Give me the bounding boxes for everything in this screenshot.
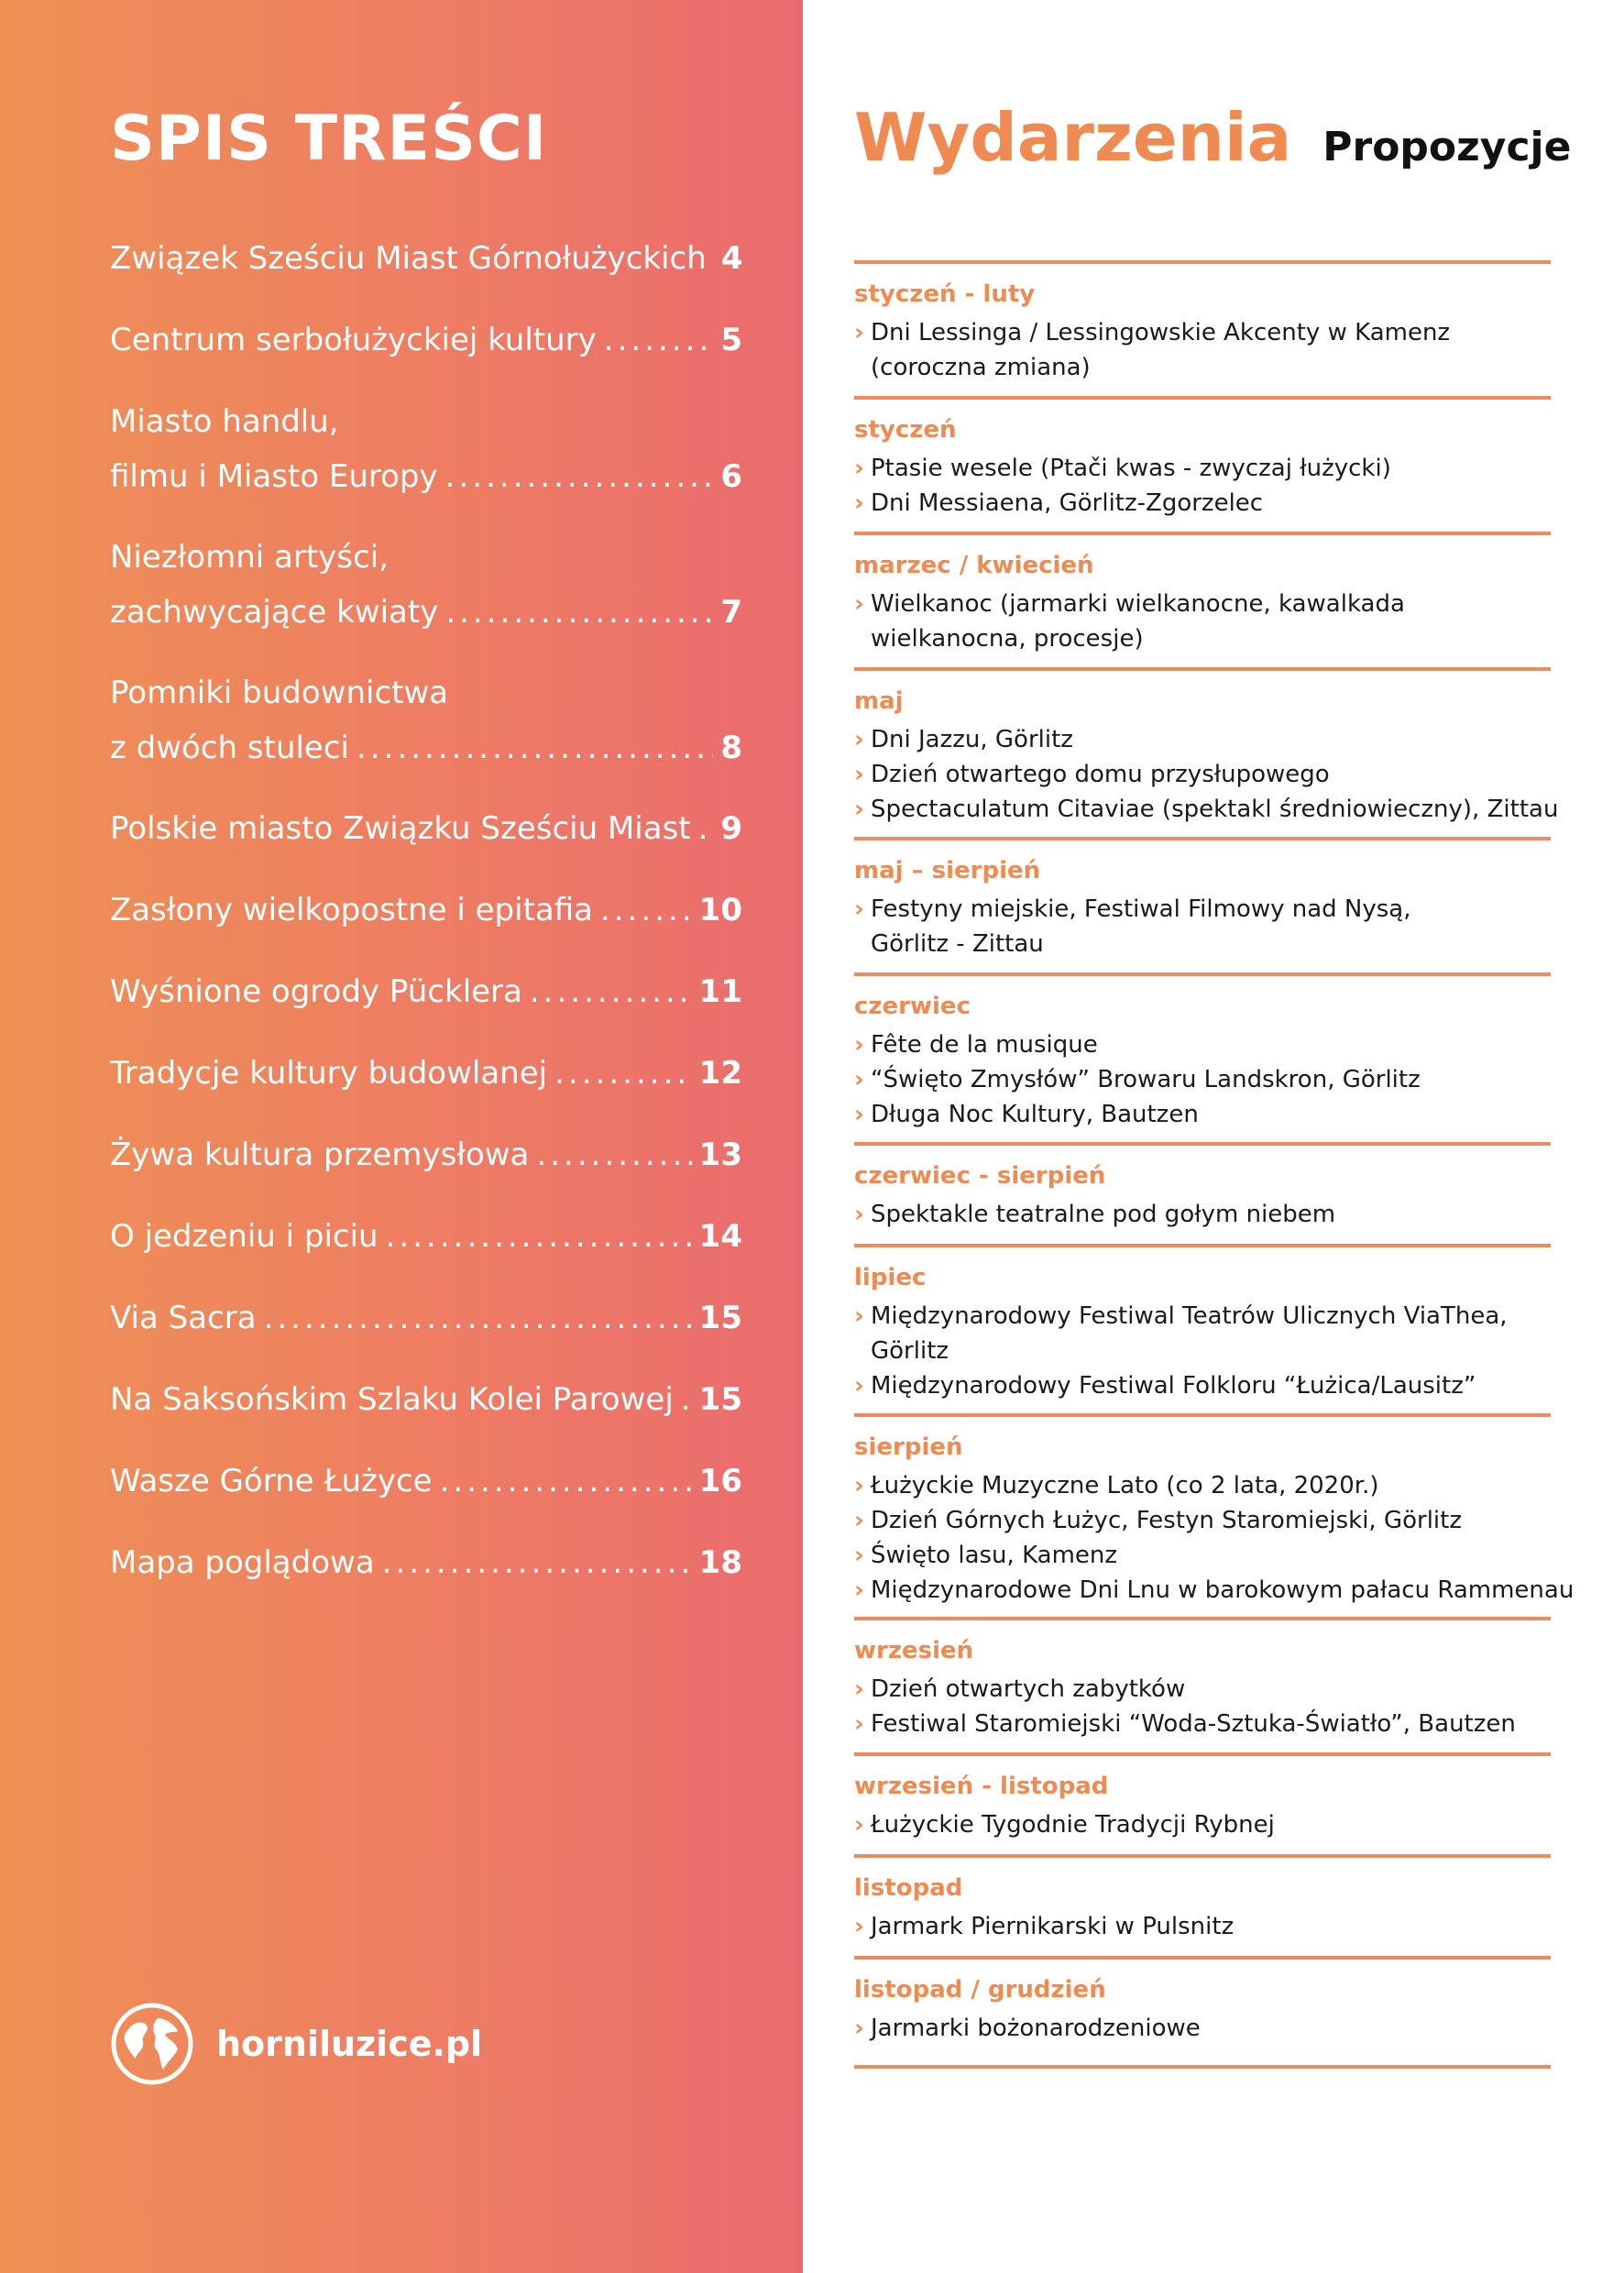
events-heading — [854, 99, 1571, 176]
events-subtitle: Propozycje — [1322, 124, 1572, 170]
event-item — [854, 1672, 1551, 1707]
toc-leader-dots — [445, 585, 713, 640]
event-month: wrzesień - listopad — [854, 1773, 1109, 1800]
toc-entry[interactable] — [110, 665, 742, 775]
toc-page-number: 18 — [698, 1544, 742, 1581]
brand[interactable] — [110, 2002, 482, 2086]
divider — [854, 260, 1551, 264]
toc-entry-label: z dwóch stuleci — [110, 730, 349, 766]
event-item-text: Spektakle teatralne pod gołym niebem — [871, 1201, 1336, 1228]
toc-entry-label: O jedzeniu i piciu — [110, 1218, 379, 1255]
chevron-right-icon: › — [854, 1811, 864, 1839]
events-title: Wydarzenia — [854, 99, 1292, 176]
toc-entry-label: Miasto handlu, — [110, 403, 339, 440]
divider — [854, 2065, 1551, 2069]
toc-entry-label: Mapa poglądowa — [110, 1544, 375, 1581]
chevron-right-icon: › — [854, 761, 864, 788]
toc-leader-dots — [698, 801, 714, 856]
toc-leader-dots — [681, 1372, 692, 1427]
event-item-text: Festyny miejskie, Festiwal Filmowy nad Nysą, — [871, 895, 1411, 923]
chevron-right-icon: › — [854, 1542, 864, 1569]
event-items — [854, 2011, 1551, 2046]
toc-page-number: 15 — [698, 1381, 742, 1418]
toc-entry-label: Niezłomni artyści, — [110, 539, 389, 576]
event-item-text: Dni Messiaena, Görlitz-Zgorzelec — [871, 489, 1264, 517]
event-item — [854, 2011, 1551, 2046]
event-item — [854, 1503, 1551, 1538]
event-item-text: Ptasie wesele (Ptači kwas - zwyczaj łużycki) — [871, 455, 1391, 482]
event-item — [854, 1468, 1551, 1503]
toc-leader-dots — [382, 1535, 692, 1590]
event-item-text: Fête de la musique — [871, 1031, 1098, 1059]
event-item — [854, 1197, 1551, 1232]
event-item — [854, 1097, 1551, 1132]
toc-leader-dots — [604, 313, 714, 368]
chevron-right-icon: › — [854, 590, 864, 618]
event-items — [854, 587, 1551, 656]
event-item-text: Dni Lessinga / Lessingowskie Akcenty w Kamenz — [871, 319, 1451, 346]
event-item — [854, 451, 1551, 486]
event-items — [854, 1807, 1551, 1842]
event-item-text: “Święto Zmysłów” Browaru Landskron, Görlitz — [871, 1066, 1421, 1093]
event-items — [854, 451, 1551, 521]
toc-entry[interactable] — [110, 530, 742, 640]
event-item — [854, 722, 1551, 757]
toc-entry-label: Na Saksońskim Szlaku Kolei Parowej — [110, 1381, 674, 1418]
event-item-text: Łużyckie Muzyczne Lato (co 2 lata, 2020r.) — [871, 1472, 1379, 1499]
event-item — [854, 1062, 1551, 1097]
toc-entry-label: Związek Sześciu Miast Górnołużyckich — [110, 240, 707, 277]
toc-leader-dots — [530, 964, 692, 1019]
chevron-right-icon: › — [854, 319, 864, 346]
toc-entry[interactable] — [110, 801, 742, 856]
toc-page-number: 11 — [698, 973, 742, 1010]
chevron-right-icon: › — [854, 2015, 864, 2042]
event-item-text: Dzień otwartych zabytków — [871, 1675, 1186, 1703]
divider — [854, 532, 1551, 535]
toc-leader-dots — [554, 1046, 692, 1101]
globe-icon — [110, 2002, 194, 2086]
toc-entry-label: Tradycje kultury budowlanej — [110, 1055, 548, 1092]
event-month: maj – sierpień — [854, 857, 1041, 884]
event-month: marzec / kwiecień — [854, 552, 1094, 579]
chevron-right-icon: › — [854, 1675, 864, 1703]
event-month: wrzesień — [854, 1637, 974, 1664]
event-items — [854, 1672, 1551, 1741]
event-item — [854, 892, 1551, 961]
toc-entry-label: Żywa kultura przemysłowa — [110, 1136, 530, 1173]
toc-entry-label: zachwycające kwiaty — [110, 594, 439, 631]
divider — [854, 1244, 1551, 1247]
toc-entry[interactable] — [110, 883, 742, 938]
toc-entry[interactable] — [110, 231, 742, 286]
divider — [854, 1413, 1551, 1417]
event-item-text: Dni Jazzu, Görlitz — [871, 726, 1073, 753]
chevron-right-icon: › — [854, 1101, 864, 1128]
toc-entry-label: filmu i Miasto Europy — [110, 458, 438, 495]
divider — [854, 1854, 1551, 1858]
event-item — [854, 486, 1551, 521]
event-month: czerwiec — [854, 993, 971, 1020]
toc-panel — [0, 0, 803, 2273]
toc-page-number: 14 — [698, 1218, 742, 1255]
event-item-text: Międzynarodowy Festiwal Teatrów Ulicznych ViaThea, — [871, 1302, 1508, 1330]
event-item-text: Międzynarodowe Dni Lnu w barokowym pałacu Rammenau — [871, 1576, 1575, 1604]
event-item — [854, 1538, 1551, 1573]
chevron-right-icon: › — [854, 1710, 864, 1738]
chevron-right-icon: › — [854, 1472, 864, 1499]
event-month: styczeń - luty — [854, 280, 1036, 308]
toc-title: SPIS TREŚCI — [110, 103, 548, 175]
event-item — [854, 1807, 1551, 1842]
event-item — [854, 1707, 1551, 1741]
divider — [854, 1752, 1551, 1756]
event-item-text: Wielkanoc (jarmarki wielkanocne, kawalkada — [871, 590, 1405, 618]
event-item — [854, 1909, 1551, 1944]
toc-entry[interactable] — [110, 1454, 742, 1509]
divider — [854, 396, 1551, 400]
toc-entry-label: Centrum serbołużyckiej kultury — [110, 322, 597, 358]
toc-entry[interactable] — [110, 1290, 742, 1345]
event-item-text: Jarmarki bożonarodzeniowe — [871, 2015, 1201, 2042]
toc-entry[interactable] — [110, 1209, 742, 1264]
event-item-text: Dzień otwartego domu przysłupowego — [871, 761, 1330, 788]
event-item — [854, 315, 1551, 385]
chevron-right-icon: › — [854, 1913, 864, 1940]
event-item-text: Jarmark Piernikarski w Pulsnitz — [871, 1913, 1234, 1940]
chevron-right-icon: › — [854, 1576, 864, 1604]
event-items — [854, 315, 1551, 385]
toc-page-number: 12 — [698, 1055, 742, 1092]
toc-entry-label: Polskie miasto Związku Sześciu Miast — [110, 810, 691, 847]
toc-entry-label: Via Sacra — [110, 1300, 257, 1336]
toc-entry[interactable] — [110, 1127, 742, 1182]
event-month: listopad — [854, 1874, 963, 1902]
event-month: sierpień — [854, 1433, 963, 1461]
toc-page-number: 16 — [698, 1463, 742, 1499]
toc-leader-dots — [386, 1209, 692, 1264]
toc-entry-label: Pomniki budownictwa — [110, 675, 449, 711]
chevron-right-icon: › — [854, 726, 864, 753]
event-items — [854, 1909, 1551, 1944]
toc-leader-dots — [600, 883, 692, 938]
chevron-right-icon: › — [854, 1201, 864, 1228]
event-item-text: Długa Noc Kultury, Bautzen — [871, 1101, 1199, 1128]
event-item — [854, 587, 1551, 656]
event-item — [854, 1027, 1551, 1062]
toc-page-number: 6 — [720, 458, 742, 495]
event-month: lipiec — [854, 1264, 927, 1291]
toc-entry[interactable] — [110, 394, 742, 504]
toc-page-number: 13 — [698, 1136, 742, 1173]
event-month: styczeń — [854, 416, 957, 444]
event-item-text: Festiwal Staromiejski “Woda-Sztuka-Światło”, Bautzen — [871, 1710, 1516, 1738]
toc-entry[interactable] — [110, 1046, 742, 1101]
toc-entry-label: Wasze Górne Łużyce — [110, 1463, 433, 1499]
chevron-right-icon: › — [854, 895, 864, 923]
toc-leader-dots — [357, 720, 713, 775]
event-item-text: Görlitz — [871, 1337, 949, 1365]
event-items — [854, 892, 1551, 961]
chevron-right-icon: › — [854, 1031, 864, 1059]
event-item — [854, 1573, 1575, 1608]
divider — [854, 1617, 1551, 1620]
event-item-text: Spectaculatum Citaviae (spektakl średniowieczny), Zittau — [871, 796, 1559, 823]
event-item-text: Łużyckie Tygodnie Tradycji Rybnej — [871, 1811, 1275, 1839]
chevron-right-icon: › — [854, 1507, 864, 1534]
event-items — [854, 1197, 1551, 1232]
toc-page-number: 15 — [698, 1300, 742, 1336]
event-item-text: wielkanocna, procesje) — [871, 625, 1144, 653]
chevron-right-icon: › — [854, 1372, 864, 1400]
event-item-text: Görlitz - Zittau — [871, 930, 1044, 958]
event-item — [854, 1299, 1551, 1368]
toc-page-number: 10 — [698, 892, 742, 928]
toc-page-number: 4 — [720, 240, 743, 277]
chevron-right-icon: › — [854, 455, 864, 482]
event-month: listopad / grudzień — [854, 1976, 1106, 2004]
toc-entry[interactable] — [110, 1535, 742, 1590]
toc-page-number: 8 — [720, 730, 742, 766]
toc-entry-label: Wyśnione ogrody Pücklera — [110, 973, 522, 1010]
toc-page-number: 7 — [720, 594, 742, 631]
divider — [854, 1142, 1551, 1146]
chevron-right-icon: › — [854, 1302, 864, 1330]
divider — [854, 837, 1551, 840]
toc-entry[interactable] — [110, 1372, 742, 1427]
toc-leader-dots — [264, 1290, 692, 1345]
chevron-right-icon: › — [854, 489, 864, 517]
divider — [854, 972, 1551, 976]
divider — [854, 667, 1551, 671]
event-items — [854, 1299, 1551, 1403]
event-items — [854, 1027, 1551, 1132]
event-item — [854, 757, 1551, 792]
brand-website[interactable]: horniluzice.pl — [216, 2024, 483, 2064]
event-item-text: Święto lasu, Kamenz — [871, 1542, 1118, 1569]
toc-leader-dots — [536, 1127, 691, 1182]
toc-entry[interactable] — [110, 313, 742, 368]
event-items — [854, 1468, 1575, 1608]
event-month: maj — [854, 687, 904, 715]
toc-leader-dots — [440, 1454, 692, 1509]
chevron-right-icon: › — [854, 1066, 864, 1093]
event-month: czerwiec - sierpień — [854, 1162, 1106, 1190]
event-item-text: Dzień Górnych Łużyc, Festyn Staromiejski, Görlitz — [871, 1507, 1462, 1534]
toc-entry-label: Zasłony wielkopostne i epitafia — [110, 892, 593, 928]
chevron-right-icon: › — [854, 796, 864, 823]
event-items — [854, 722, 1559, 827]
event-item — [854, 792, 1559, 827]
toc-page-number: 9 — [720, 810, 742, 847]
toc-entry[interactable] — [110, 964, 742, 1019]
event-item — [854, 1368, 1551, 1403]
toc-leader-dots — [445, 449, 714, 504]
toc-page-number: 5 — [720, 322, 742, 358]
event-item-text: (coroczna zmiana) — [871, 354, 1091, 381]
divider — [854, 1956, 1551, 1960]
event-item-text: Międzynarodowy Festiwal Folkloru “Łużica/Lausitz” — [871, 1372, 1476, 1400]
